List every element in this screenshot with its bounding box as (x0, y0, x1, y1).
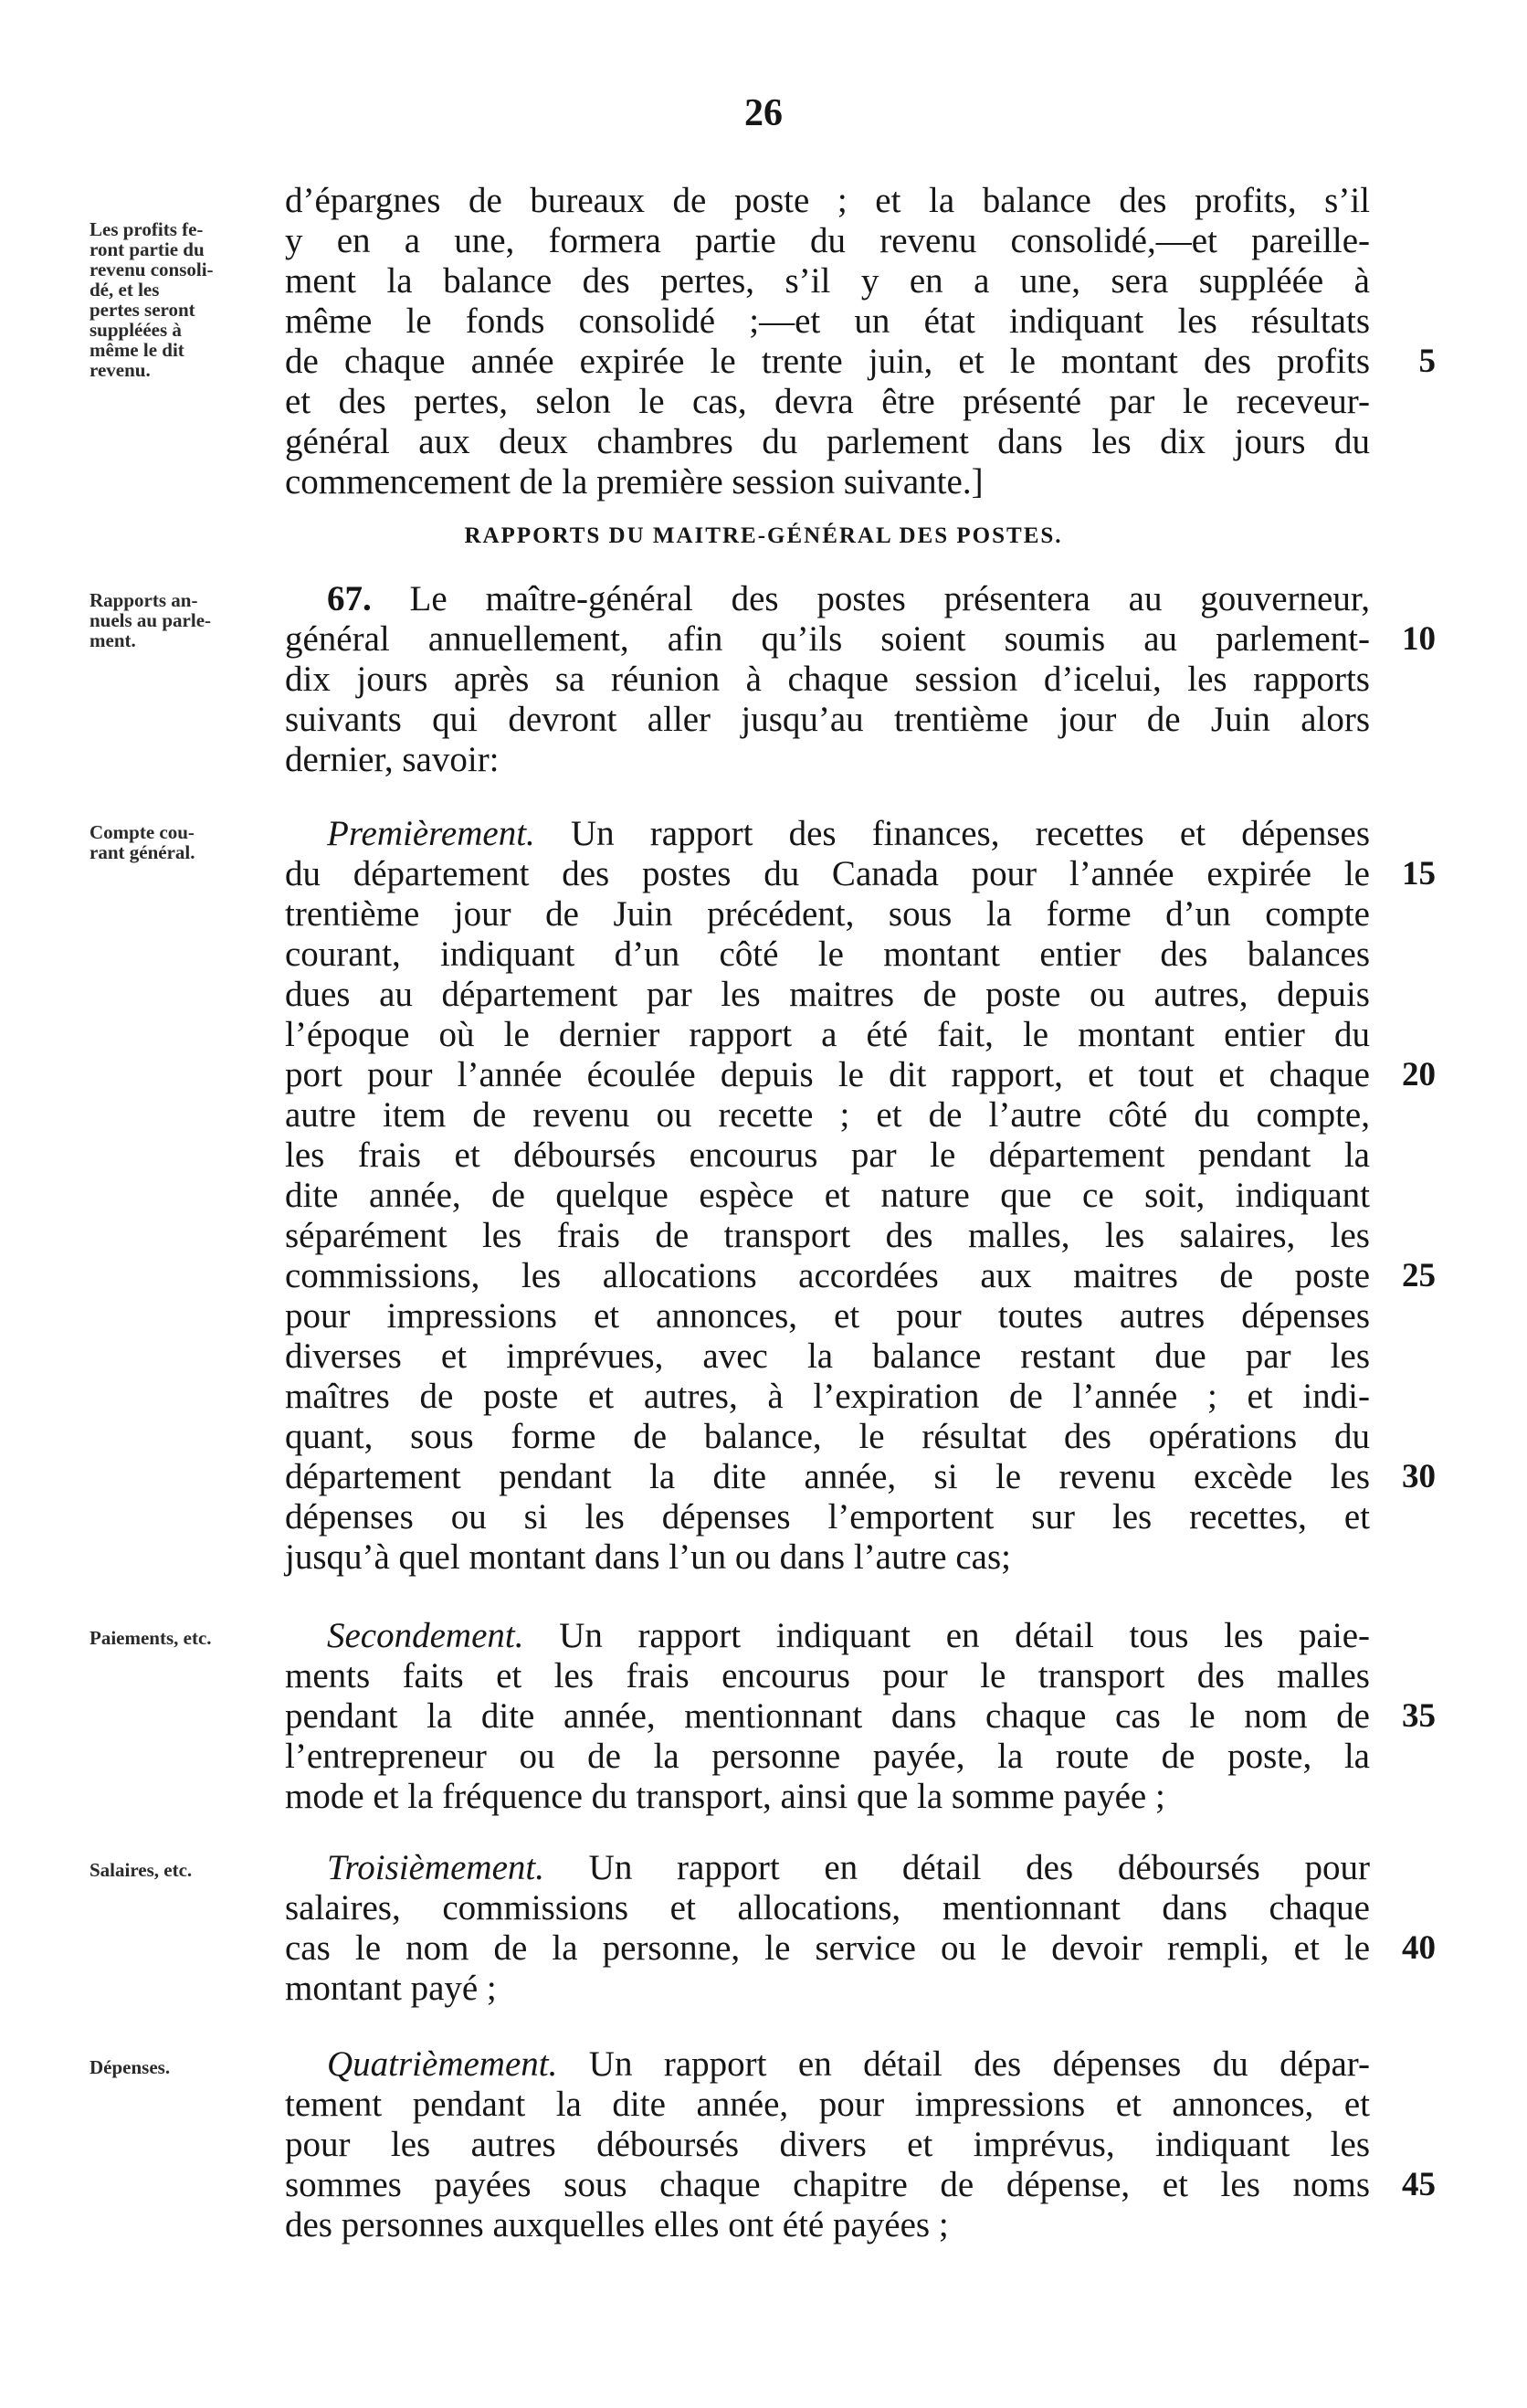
lead-word: Quatrièmement. (327, 2044, 558, 2084)
line-number: 35 (1402, 1697, 1436, 1735)
first-line-text: Le maître-général des postes présentera au gouverneur, (409, 579, 1371, 618)
text-line (327, 814, 1370, 854)
text-line: maîtres de poste et autres, à l’expiration de l’année ; et indi- (285, 1377, 1370, 1416)
text-line: du département des postes du Canada pour l’année expirée le (285, 854, 1370, 893)
text-line: d’épargnes de bureaux de poste ; et la balance des profits, s’il (285, 181, 1370, 220)
text-line: dernier, savoir: (285, 740, 500, 779)
margin-note-profits (90, 219, 283, 380)
text-line: les frais et déboursés encourus par le département pendant la (285, 1135, 1370, 1175)
text-line: pour les autres déboursés divers et imprévus, indiquant les (285, 2125, 1370, 2164)
margin-note-line: Salaires, etc. (90, 1859, 193, 1881)
text-line: cas le nom de la personne, le service ou le devoir rempli, et le (285, 1928, 1370, 1968)
margin-note-line: Les profits fe- (90, 218, 204, 240)
text-line: ments faits et les frais encourus pour le transport des malles (285, 1656, 1370, 1695)
text-line: diverses et imprévues, avec la balance restant due par les (285, 1336, 1370, 1376)
first-line-text: Un rapport en détail des dépenses du dépar- (588, 2044, 1371, 2084)
text-line: pendant la dite année, mentionnant dans chaque cas le nom de (285, 1696, 1370, 1736)
line-number: 30 (1402, 1458, 1436, 1495)
line-number: 45 (1402, 2166, 1436, 2203)
text-line: mode et la fréquence du transport, ainsi que la somme payée ; (285, 1777, 1165, 1816)
text-line: général aux deux chambres du parlement dans les dix jours du (285, 422, 1370, 461)
page-number: 26 (744, 92, 783, 134)
line-number: 40 (1402, 1929, 1436, 1967)
text-line: tement pendant la dite année, pour impressions et annonces, et (285, 2085, 1370, 2124)
first-line-text: Un rapport indiquant en détail tous les paie- (559, 1616, 1370, 1655)
text-line: même le fonds consolidé ;—et un état indiquant les résultats (285, 301, 1370, 341)
text-line: quant, sous forme de balance, le résultat des opérations du (285, 1417, 1370, 1456)
text-line: général annuellement, afin qu’ils soient soumis au parlement- (285, 619, 1370, 659)
margin-note-line: suppléées à (90, 319, 182, 341)
text-line: département pendant la dite année, si le revenu excède les (285, 1457, 1370, 1496)
text-line (327, 579, 1370, 619)
text-line: et des pertes, selon le cas, devra être présenté par le receveur- (285, 382, 1370, 421)
line-number: 15 (1402, 855, 1436, 892)
lead-word: Troisièmement. (327, 1848, 544, 1887)
text-line: l’entrepreneur ou de la personne payée, la route de poste, la (285, 1737, 1370, 1776)
margin-note-line: Rapports an- (90, 589, 198, 611)
text-line: port pour l’année écoulée depuis le dit rapport, et tout et chaque (285, 1055, 1370, 1094)
text-line (327, 1848, 1370, 1888)
text-line: séparément les frais de transport des malles, les salaires, les (285, 1216, 1370, 1255)
text-line: suivants qui devront aller jusqu’au trentième jour de Juin alors (285, 700, 1370, 739)
line-number: 5 (1418, 343, 1436, 380)
text-line (327, 1616, 1370, 1656)
first-line-text: Un rapport en détail des déboursés pour (588, 1848, 1370, 1887)
margin-note-line: nuels au parle- (90, 609, 212, 631)
text-line: commissions, les allocations accordées aux maitres de poste (285, 1256, 1370, 1295)
text-line: sommes payées sous chaque chapitre de dépense, et les noms (285, 2165, 1370, 2204)
margin-note-line: Compte cou- (90, 821, 195, 843)
margin-note-line: revenu. (90, 359, 151, 381)
section-number: 67. (327, 579, 372, 618)
margin-note-paiements (90, 1628, 283, 1648)
line-number: 20 (1402, 1056, 1436, 1093)
margin-note-line: ront partie du (90, 238, 205, 260)
margin-note-depenses (90, 2057, 283, 2077)
text-line (327, 2044, 1370, 2085)
margin-note-line: dé, et les (90, 279, 160, 301)
text-line: dix jours après sa réunion à chaque session d’icelui, les rapports (285, 660, 1370, 699)
text-line: des personnes auxquelles elles ont été payées ; (285, 2205, 949, 2244)
text-line: salaires, commissions et allocations, mentionnant dans chaque (285, 1888, 1370, 1927)
text-line: y en a une, formera partie du revenu consolidé,—et pareille- (285, 221, 1370, 260)
text-line: dues au département par les maitres de poste ou autres, depuis (285, 975, 1370, 1014)
margin-note-compte-courant (90, 822, 283, 862)
lead-word: Secondement. (327, 1616, 524, 1655)
margin-note-rapports (90, 590, 283, 650)
text-line: l’époque où le dernier rapport a été fait, le montant entier du (285, 1015, 1370, 1054)
margin-note-line: ment. (90, 629, 136, 651)
text-line: jusqu’à quel montant dans l’un ou dans l’autre cas; (285, 1537, 1011, 1577)
line-number: 25 (1402, 1257, 1436, 1294)
text-line: de chaque année expirée le trente juin, et le montant des profits (285, 342, 1370, 381)
margin-note-salaires (90, 1860, 283, 1880)
text-line: trentième jour de Juin précédent, sous la forme d’un compte (285, 894, 1370, 934)
text-line: montant payé ; (285, 1969, 497, 2008)
margin-note-line: Dépenses. (90, 2056, 171, 2078)
text-line: dite année, de quelque espèce et nature que ce soit, indiquant (285, 1176, 1370, 1215)
lead-word: Premièrement. (327, 814, 535, 853)
text-line: dépenses ou si les dépenses l’emportent sur les recettes, et (285, 1497, 1370, 1537)
line-number: 10 (1402, 620, 1436, 658)
margin-note-line: Paiements, etc. (90, 1627, 212, 1649)
margin-note-line: rant général. (90, 841, 195, 863)
margin-note-line: revenu consoli- (90, 259, 214, 280)
first-line-text: Un rapport des finances, recettes et dépenses (570, 814, 1370, 853)
text-line: commencement de la première session suivante.] (285, 462, 984, 502)
section-heading: RAPPORTS DU MAITRE-GÉNÉRAL DES POSTES. (464, 523, 1063, 548)
text-line: ment la balance des pertes, s’il y en a une, sera suppléée à (285, 261, 1370, 301)
margin-note-line: pertes seront (90, 299, 195, 321)
text-line: courant, indiquant d’un côté le montant entier des balances (285, 935, 1370, 974)
text-line: autre item de revenu ou recette ; et de l’autre côté du compte, (285, 1095, 1370, 1135)
margin-note-line: même le dit (90, 339, 184, 361)
text-line: pour impressions et annonces, et pour toutes autres dépenses (285, 1296, 1370, 1336)
